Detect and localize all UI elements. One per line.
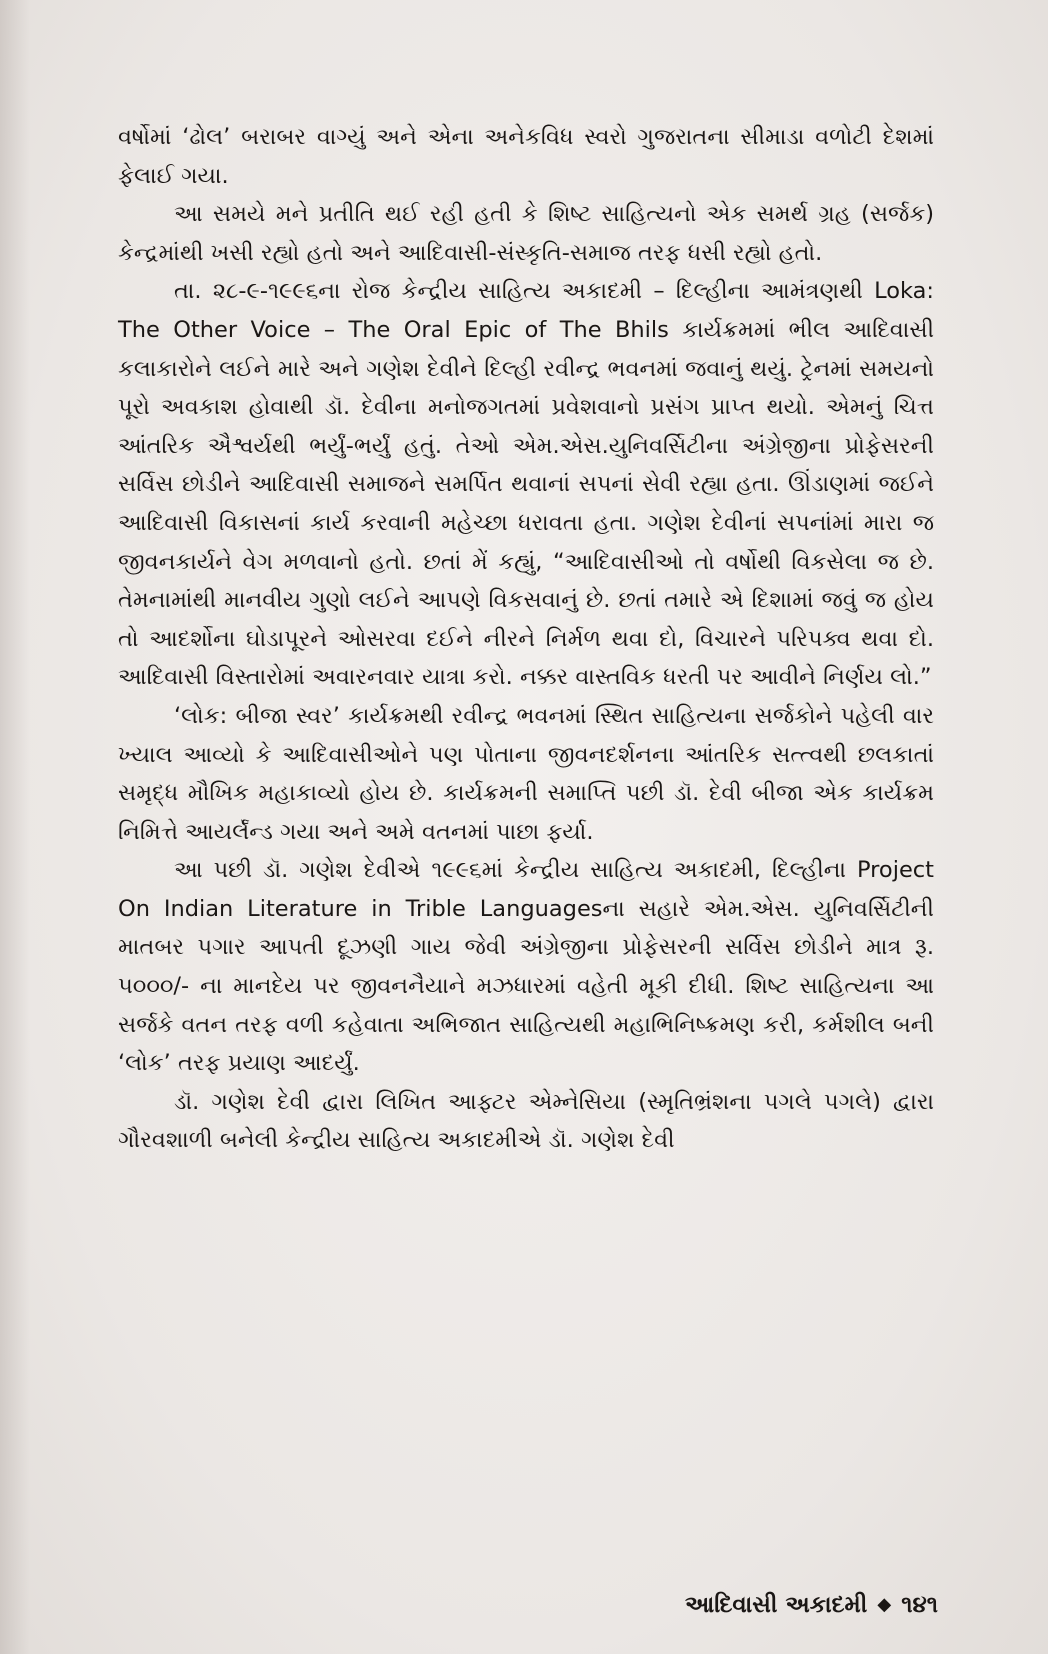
paragraph-2: આ સમયે મને પ્રતીતિ થઈ રહી હતી કે શિષ્ટ સાહિત્યનો એક સમર્થ ગ્રહ (સર્જક) કેન્દ્રમાંથી ખસી રહ્યો હતો અને આદિવાસી-સંસ્કૃતિ-સમાજ તરફ ધસી રહ્યો હતો. — [118, 201, 934, 266]
paragraph-1: વર્ષોમાં ‘ઢોલ’ બરાબર વાગ્યું અને એના અનેકવિધ સ્વરો ગુજરાતના સીમાડા વળોટી દેશમાં ફેલાઈ ગયા. — [118, 124, 934, 189]
paragraph-5: આ પછી ડૉ. ગણેશ દેવીએ ૧૯૯૬માં કેન્દ્રીય સાહિત્ય અકાદમી, દિલ્હીના Project On Indian Literature in Trible Languagesના સહારે એમ.એસ. યુનિવર્સિટીની માતબર પગાર આપતી દૂઝણી ગાય જેવી અંગ્રેજીના પ્રોફેસરની સર્વિસ છોડીને માત્ર રૂ. ૫૦૦૦/- ના માનદેય પર જીવનનૈયાને મઝધારમાં વહેતી મૂકી દીધી. શિષ્ટ સાહિત્યના આ સર્જકે વતન તરફ વળી કહેવાતા અભિજાત સાહિત્યથી મહાભિનિષ્ક્રમણ કરી, કર્મશીલ બની ‘લોક’ તરફ પ્રયાણ આદર્યું. — [118, 857, 934, 1077]
paragraph-4: ‘લોક: બીજા સ્વર’ કાર્યક્રમથી રવીન્દ્ર ભવનમાં સ્થિત સાહિત્યના સર્જકોને પહેલી વાર ખ્યાલ આવ્યો કે આદિવાસીઓને પણ પોતાના જીવનદર્શનના આંતરિક સત્ત્વથી છલકાતાં સમૃદ્ધ મૌખિક મહાકાવ્યો હોય છે. કાર્યક્રમની સમાપ્તિ પછી ડૉ. દેવી બીજા એક કાર્યક્રમ નિમિત્તે આયર્લૅન્ડ ગયા અને અમે વતનમાં પાછા ફર્યા. — [118, 702, 934, 845]
running-footer — [685, 1592, 938, 1618]
body-text — [118, 118, 934, 1160]
footer-title: આદિવાસી અકાદમી — [685, 1592, 868, 1618]
paragraph-6: ડૉ. ગણેશ દેવી દ્વારા લિખિત આફ્ટર એમ્નેસિયા (સ્મૃતિભ્રંશના પગલે પગલે) દ્વારા ગૌરવશાળી બનેલી કેન્દ્રીય સાહિત્ય અકાદમીએ ડૉ. ગણેશ દેવી — [118, 1088, 934, 1154]
page-number: ૧૪૧ — [901, 1592, 938, 1618]
paragraph-3: તા. ૨૮-૯-૧૯૯૬ના રોજ કેન્દ્રીય સાહિત્ય અકાદમી – દિલ્હીના આમંત્રણથી Loka: The Other Voice – The Oral Epic of The Bhils કાર્યક્રમમાં ભીલ આદિવાસી કલાકારોને લઈને મારે અને ગણેશ દેવીને દિલ્હી રવીન્દ્ર ભવનમાં જવાનું થયું. ટ્રેનમાં સમયનો પૂરો અવકાશ હોવાથી ડૉ. દેવીના મનોજગતમાં પ્રવેશવાનો પ્રસંગ પ્રાપ્ત થયો. એમનું ચિત્ત આંતરિક ઐશ્વર્યથી ભર્યું-ભર્યું હતું. તેઓ એમ.એસ.યુનિવર્સિટીના અંગ્રેજીના પ્રોફેસરની સર્વિસ છોડીને આદિવાસી સમાજને સમર્પિત થવાનાં સપનાં સેવી રહ્યા હતા. ઊંડાણમાં જઈને આદિવાસી વિકાસનાં કાર્ય કરવાની મહેચ્છા ધરાવતા હતા. ગણેશ દેવીનાં સપનાંમાં મારા જ જીવનકાર્યને વેગ મળવાનો હતો. છતાં મેં કહ્યું, “આદિવાસીઓ તો વર્ષોથી વિકસેલા જ છે. તેમનામાંથી માનવીય ગુણો લઈને આપણે વિકસવાનું છે. છતાં તમારે એ દિશામાં જવું જ હોય તો આદર્શોના ઘોડાપૂરને ઓસરવા દઈને નીરને નિર્મળ થવા દો, વિચારને પરિપક્વ થવા દો. આદિવાસી વિસ્તારોમાં અવારનવાર યાત્રા કરો. નક્કર વાસ્તવિક ધરતી પર આવીને નિર્ણય લો.” — [118, 278, 934, 691]
diamond-icon: ◆ — [877, 1594, 892, 1615]
